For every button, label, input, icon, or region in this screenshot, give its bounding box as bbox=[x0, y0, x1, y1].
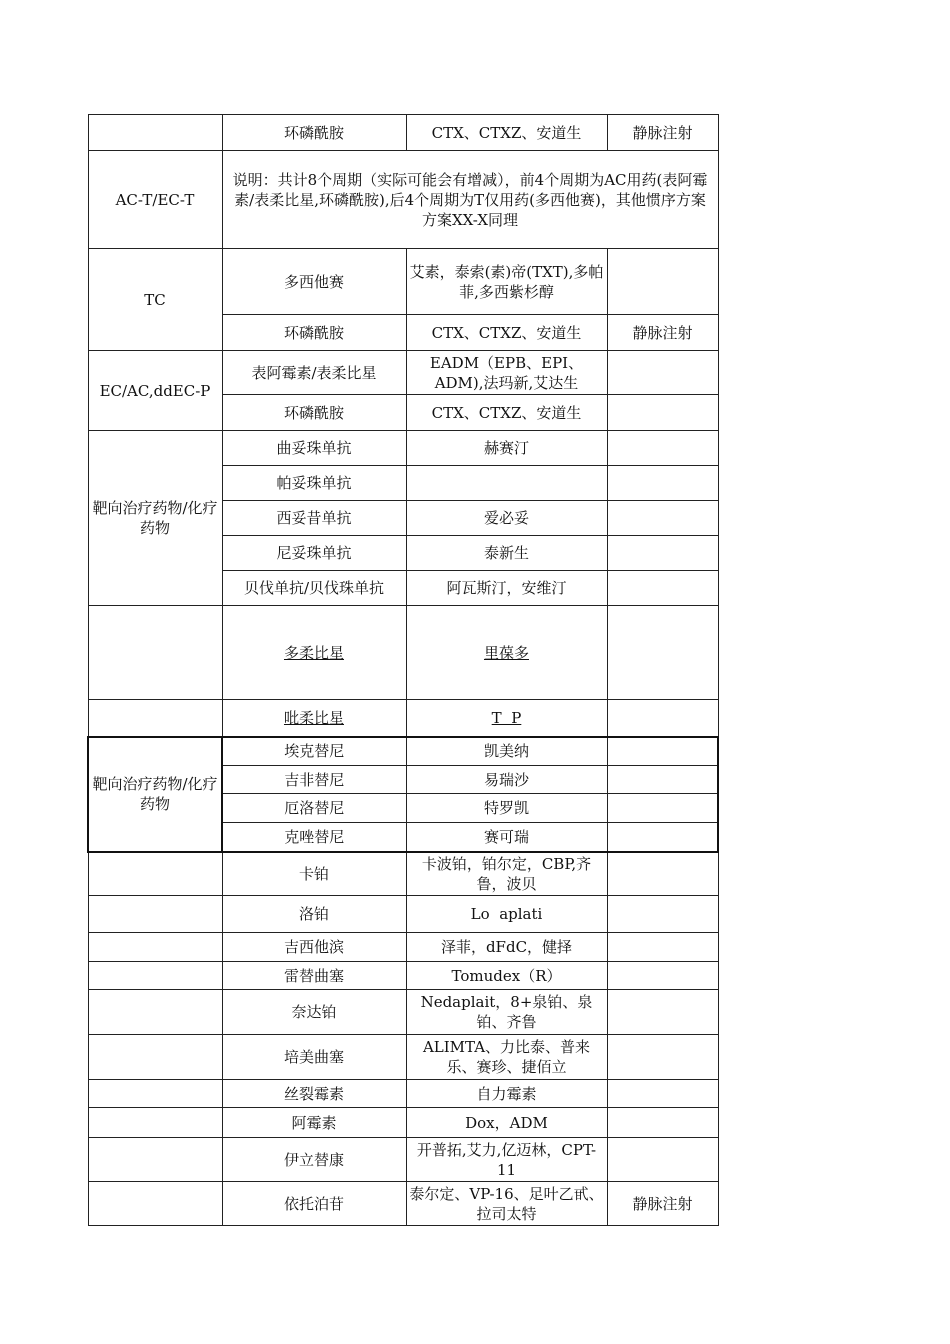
route-cell bbox=[607, 606, 718, 700]
drug-name-cell bbox=[222, 700, 406, 737]
route-cell bbox=[607, 536, 718, 571]
drug-name-cell: 阿霉素 bbox=[222, 1108, 406, 1138]
table-row bbox=[88, 431, 718, 466]
drug-name-cell: 伊立替康 bbox=[222, 1138, 406, 1182]
table-row bbox=[88, 151, 718, 249]
route-cell bbox=[607, 700, 718, 737]
drug-table bbox=[87, 114, 719, 1226]
drug-name-cell: 培美曲塞 bbox=[222, 1035, 406, 1080]
regimen-cell bbox=[88, 1108, 222, 1138]
table-row bbox=[88, 249, 718, 315]
brand-name-text: 里葆多 bbox=[483, 643, 529, 662]
brand-name-cell: 赫赛汀 bbox=[406, 431, 607, 466]
drug-name-cell: 帕妥珠单抗 bbox=[222, 466, 406, 501]
drug-name-text: 多柔比星 bbox=[283, 643, 344, 662]
brand-name-cell: ALIMTA、力比泰、普来乐、赛珍、捷佰立 bbox=[406, 1035, 607, 1080]
table-row bbox=[88, 1080, 718, 1108]
regimen-cell: AC-T/EC-T bbox=[88, 151, 222, 249]
drug-name-cell bbox=[222, 606, 406, 700]
route-cell bbox=[607, 962, 718, 990]
regimen-cell: EC/AC,ddEC-P bbox=[88, 351, 222, 431]
brand-name-cell: 凯美纳 bbox=[406, 737, 607, 766]
brand-name-cell: 特罗凯 bbox=[406, 794, 607, 823]
regimen-cell bbox=[88, 990, 222, 1035]
regimen-cell bbox=[88, 1080, 222, 1108]
drug-name-cell: 贝伐单抗/贝伐珠单抗 bbox=[222, 571, 406, 606]
route-cell bbox=[607, 431, 718, 466]
regimen-cell bbox=[88, 896, 222, 933]
brand-name-cell: 卡波铂，铂尔定，CBP,齐鲁，波贝 bbox=[406, 852, 607, 896]
regimen-note: 说明：共计8个周期（实际可能会有增减），前4个周期为AC用药(表阿霉素/表柔比星,环磷酰胺),后4个周期为T仅用药(多西他赛)，其他惯序方案方案XX-X同理 bbox=[222, 151, 718, 249]
brand-name-cell: EADM（EPB、EPI、ADM),法玛新,艾达生 bbox=[406, 351, 607, 395]
route-cell bbox=[607, 1080, 718, 1108]
route-cell bbox=[607, 1138, 718, 1182]
drug-name-cell: 尼妥珠单抗 bbox=[222, 536, 406, 571]
brand-name-cell: 阿瓦斯汀，安维汀 bbox=[406, 571, 607, 606]
route-cell bbox=[607, 766, 718, 794]
route-cell bbox=[607, 1035, 718, 1080]
drug-name-cell: 环磷酰胺 bbox=[222, 115, 406, 151]
drug-name-cell: 环磷酰胺 bbox=[222, 315, 406, 351]
drug-name-cell: 曲妥珠单抗 bbox=[222, 431, 406, 466]
drug-name-cell: 多西他赛 bbox=[222, 249, 406, 315]
route-cell bbox=[607, 466, 718, 501]
brand-name-cell: Lo aplati bbox=[406, 896, 607, 933]
drug-name-cell: 厄洛替尼 bbox=[222, 794, 406, 823]
route-cell bbox=[607, 501, 718, 536]
drug-name-cell: 奈达铂 bbox=[222, 990, 406, 1035]
brand-name-text: T P bbox=[491, 708, 522, 727]
route-cell bbox=[607, 571, 718, 606]
brand-name-cell: 泰尔定、VP-16、足叶乙甙、拉司太特 bbox=[406, 1182, 607, 1226]
brand-name-cell: 易瑞沙 bbox=[406, 766, 607, 794]
table-row bbox=[88, 115, 718, 151]
table-row bbox=[88, 1138, 718, 1182]
drug-name-cell: 卡铂 bbox=[222, 852, 406, 896]
route-cell bbox=[607, 896, 718, 933]
drug-name-cell: 依托泊苷 bbox=[222, 1182, 406, 1226]
regimen-cell bbox=[88, 700, 222, 737]
brand-name-cell bbox=[406, 466, 607, 501]
brand-name-cell: 爱必妥 bbox=[406, 501, 607, 536]
drug-name-cell: 西妥昔单抗 bbox=[222, 501, 406, 536]
table-row bbox=[88, 700, 718, 737]
table-row bbox=[88, 351, 718, 395]
regimen-cell bbox=[88, 962, 222, 990]
regimen-cell bbox=[88, 115, 222, 151]
brand-name-cell: CTX、CTXZ、安道生 bbox=[406, 115, 607, 151]
table-row bbox=[88, 896, 718, 933]
table-row bbox=[88, 962, 718, 990]
brand-name-cell: 自力霉素 bbox=[406, 1080, 607, 1108]
brand-name-cell: 泽菲，dFdC，健择 bbox=[406, 933, 607, 962]
regimen-cell bbox=[88, 1035, 222, 1080]
drug-name-cell: 吉西他滨 bbox=[222, 933, 406, 962]
brand-name-cell: Tomudex（R） bbox=[406, 962, 607, 990]
table-row bbox=[88, 990, 718, 1035]
route-cell bbox=[607, 933, 718, 962]
brand-name-cell: Nedaplait，8+泉铂、泉铂、齐鲁 bbox=[406, 990, 607, 1035]
route-cell bbox=[607, 1108, 718, 1138]
route-cell bbox=[607, 794, 718, 823]
drug-name-cell: 丝裂霉素 bbox=[222, 1080, 406, 1108]
drug-name-cell: 环磷酰胺 bbox=[222, 395, 406, 431]
regimen-cell: 靶向治疗药物/化疗药物 bbox=[88, 737, 222, 852]
table-row bbox=[88, 1182, 718, 1226]
route-cell bbox=[607, 249, 718, 315]
regimen-cell: TC bbox=[88, 249, 222, 351]
regimen-cell bbox=[88, 933, 222, 962]
regimen-cell bbox=[88, 1182, 222, 1226]
drug-name-cell: 克唑替尼 bbox=[222, 823, 406, 852]
brand-name-cell: CTX、CTXZ、安道生 bbox=[406, 395, 607, 431]
table-row bbox=[88, 737, 718, 766]
brand-name-cell: CTX、CTXZ、安道生 bbox=[406, 315, 607, 351]
brand-name-cell: 开普拓,艾力,亿迈林，CPT-11 bbox=[406, 1138, 607, 1182]
brand-name-cell: Dox，ADM bbox=[406, 1108, 607, 1138]
route-cell bbox=[607, 395, 718, 431]
route-cell bbox=[607, 823, 718, 852]
table-row bbox=[88, 933, 718, 962]
route-cell: 静脉注射 bbox=[607, 115, 718, 151]
brand-name-cell bbox=[406, 606, 607, 700]
table-row bbox=[88, 1108, 718, 1138]
table-row bbox=[88, 852, 718, 896]
brand-name-cell: 赛可瑞 bbox=[406, 823, 607, 852]
table-row bbox=[88, 606, 718, 700]
drug-name-cell: 吉非替尼 bbox=[222, 766, 406, 794]
route-cell: 静脉注射 bbox=[607, 1182, 718, 1226]
brand-name-cell: 艾素，泰索(素)帝(TXT),多帕菲,多西紫杉醇 bbox=[406, 249, 607, 315]
route-cell bbox=[607, 852, 718, 896]
route-cell bbox=[607, 737, 718, 766]
table-row bbox=[88, 1035, 718, 1080]
drug-name-text: 吡柔比星 bbox=[283, 708, 344, 727]
drug-name-cell: 洛铂 bbox=[222, 896, 406, 933]
brand-name-cell bbox=[406, 700, 607, 737]
regimen-cell bbox=[88, 852, 222, 896]
regimen-cell bbox=[88, 1138, 222, 1182]
route-cell bbox=[607, 351, 718, 395]
route-cell bbox=[607, 990, 718, 1035]
route-cell: 静脉注射 bbox=[607, 315, 718, 351]
drug-name-cell: 埃克替尼 bbox=[222, 737, 406, 766]
drug-name-cell: 表阿霉素/表柔比星 bbox=[222, 351, 406, 395]
brand-name-cell: 泰新生 bbox=[406, 536, 607, 571]
regimen-cell: 靶向治疗药物/化疗药物 bbox=[88, 431, 222, 606]
drug-name-cell: 雷替曲塞 bbox=[222, 962, 406, 990]
regimen-cell bbox=[88, 606, 222, 700]
